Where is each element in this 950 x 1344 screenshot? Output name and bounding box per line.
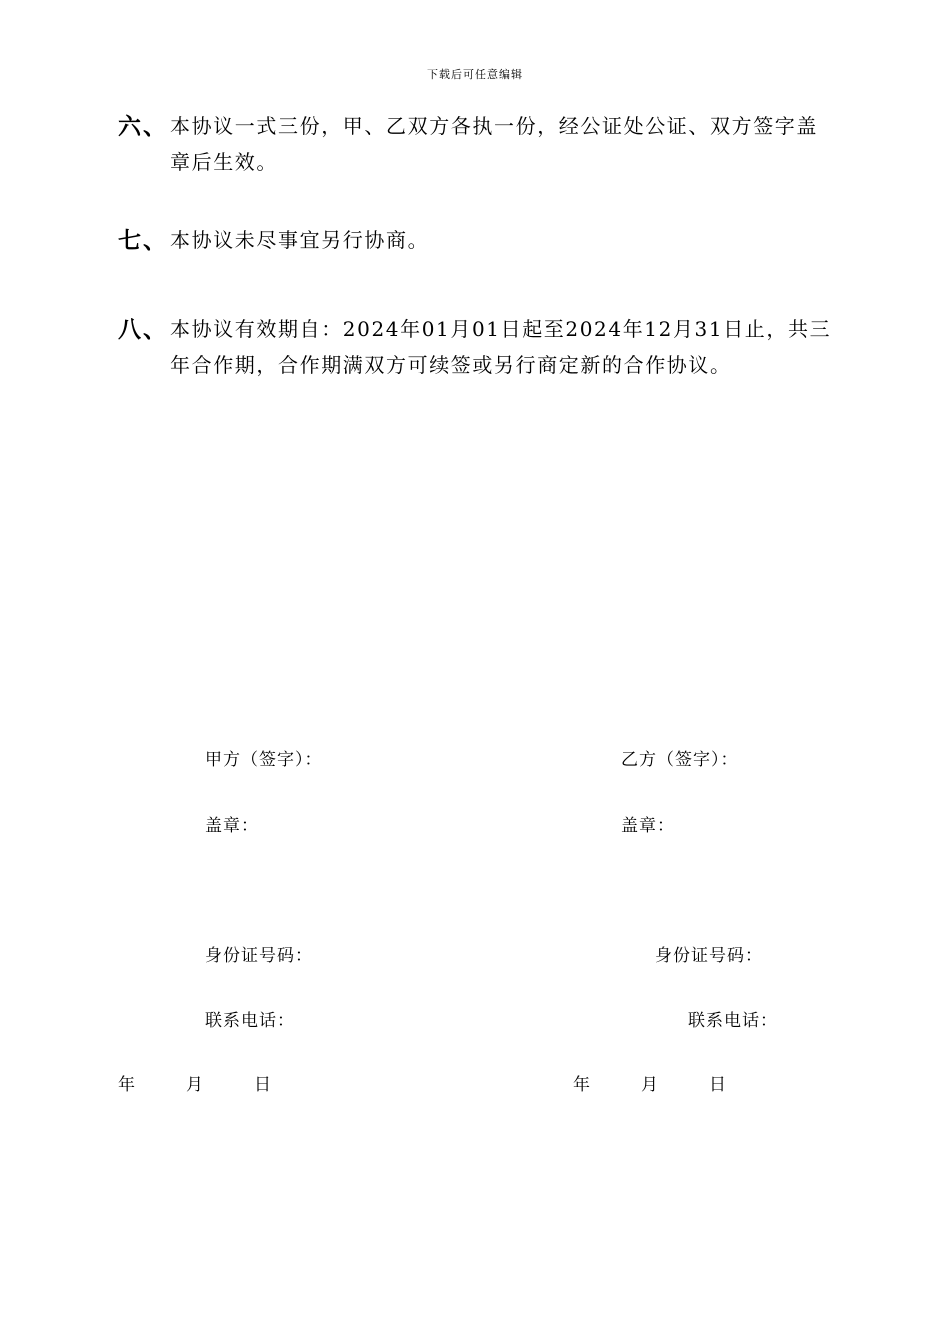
page-header-note: 下载后可任意编辑 bbox=[427, 68, 523, 81]
clause-8 bbox=[118, 311, 838, 383]
party-a-id-label: 身份证号码： bbox=[205, 946, 313, 966]
date-day: 日 bbox=[254, 1075, 271, 1095]
date-year: 年 bbox=[573, 1075, 590, 1095]
clause-number: 七、 bbox=[118, 227, 168, 254]
party-b-date bbox=[573, 1070, 726, 1095]
clause-number: 六、 bbox=[118, 113, 168, 140]
party-a-date bbox=[118, 1070, 271, 1095]
party-a-sign-label: 甲方（签字）： bbox=[205, 750, 323, 770]
date-day: 日 bbox=[709, 1075, 726, 1095]
party-b-id-label: 身份证号码： bbox=[655, 946, 763, 966]
clause-text: 本协议有效期自：2024年01月01日起至2024年12月31日止，共三年合作期，合作期满双方可续签或另行商定新的合作协议。 bbox=[170, 317, 832, 377]
party-a-phone-label: 联系电话： bbox=[205, 1011, 295, 1031]
clause-6 bbox=[118, 108, 838, 180]
date-month: 月 bbox=[641, 1075, 658, 1095]
date-month: 月 bbox=[186, 1075, 203, 1095]
clause-text: 本协议一式三份，甲、乙双方各执一份，经公证处公证、双方签字盖章后生效。 bbox=[170, 114, 818, 174]
clause-text: 本协议未尽事宜另行协商。 bbox=[170, 228, 430, 252]
party-b-sign-label: 乙方（签字）： bbox=[621, 750, 739, 770]
clause-number: 八、 bbox=[118, 316, 168, 343]
date-year: 年 bbox=[118, 1075, 135, 1095]
party-b-seal-label: 盖章： bbox=[621, 816, 675, 836]
clause-7 bbox=[118, 222, 838, 258]
party-b-phone-label: 联系电话： bbox=[688, 1011, 778, 1031]
party-a-seal-label: 盖章： bbox=[205, 816, 259, 836]
